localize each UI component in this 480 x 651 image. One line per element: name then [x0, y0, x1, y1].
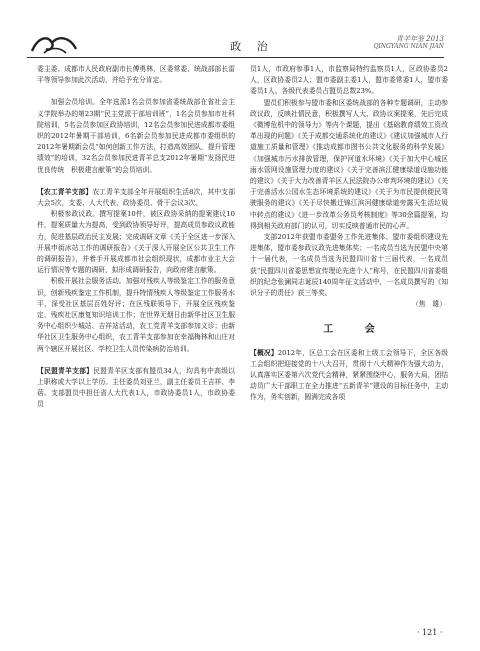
entry-text: 2012年，区总工会在区委和上级工会领导下，全区各级工会组织把迎接党的十八大召开，贯彻十八大精神作为强大动力，认真落实区委第六次党代会精神，紧紧围绕中心，服务大局，团结动员广大干部职工在全力推进“五新青羊”建设的目标任务中，主动作为，务实创新，圆满完成各项 [250, 348, 449, 402]
yearbook-logo-icon [30, 33, 78, 55]
yearbook-brand [374, 36, 444, 50]
section-heading: 工 会 [323, 324, 389, 336]
paragraph [37, 187, 235, 209]
right-column [250, 64, 448, 404]
left-column [37, 64, 235, 411]
paragraph [37, 366, 235, 411]
paragraph [250, 348, 448, 404]
entry-tag: 【概况】 [250, 348, 278, 357]
page-header [0, 0, 480, 58]
paragraph: 员1人，市政府参事1人，市监察局特约监察员1人，区政协委员2人，区政协委员2人；盟市委副主委1人，盟市委常委1人，盟市委委员1人。各级代表委员占盟员总数23%。 [250, 65, 448, 96]
paragraph: 积极参政议政。撰写提案10件，被区政协采纳的提案建议10件，提案质量大为提高，受到政协领导好评，提高成员参政议政能力，促进基层政治民主发展；完成调研文章《关于全区进一步深入开展申街冰站工作的调研报告》《关于深入开展全区公共卫生工作的调研报告》，并着手开展成都市社会组织现状，成都市业主大会运行情况等专题的调研，拟形成调研报告，向政府建言献策。 [37, 210, 235, 275]
section-title: 政 治 [230, 40, 274, 53]
brand-line-2: QINGYANG NIAN JIAN [373, 43, 444, 50]
page-number: · 121 · [417, 628, 443, 637]
entry-text: 民盟青羊区支部有盟员34人，均具有中高级以上职称或大学以上学历。主任委员刘亚兰，副主任委员王吉祥、李蓓。支部盟员中担任省人大代表1人，市政协委员1人，市政协委员 [37, 366, 235, 409]
paragraph: 委主委、成都市人民政府副市长傅勇林，区委常委、统战部部长雷平等领导参加此次活动，并给予充分肯定。 [37, 65, 235, 85]
paragraph: 盟员们积极参与盟市委和区委统战部的各种专题调研，主动参政议政，反映社情民意，积极撰写人大、政协议案提案，先后完成《微博危机中的领导力》等内个课题，提出《基础教育绩效工资改革出现的问题》《关于成都交通系统化的建议》《建议加强城市人行道施工质量和管理》《推动成都市图书公共文化服务的科学发展》《加强城市污水排放管理，保护河道水环境》《关于加大中心城区雨水管网设施管理力度的建议》《关于完善滨江健康绿道设施功能的建议》《关于大力改善青羊区人民法院办公审判环境的建议》《关于完善活水公园水生态环境系统的建议》《关于为市民提供便民驾驶服务的建议》《关于尽快搬迁锦江滨河健康绿道旁露天生活垃圾中转点的建议》《进一步改革公务员考核制度》等30余篇提案，均得到相关政府部门的认可，切实反映普通市民的心声。 [250, 98, 448, 230]
entry-tag: 【农工青羊支部】 [37, 187, 93, 196]
author-signature: （焦 雄） [412, 300, 446, 309]
paragraph: 支部2012年获盟市委盟务工作先进集体、盟市委组织建设先进集体，盟市委参政议政先进集体奖；一名成员当选为民盟中央第十一届代表，一名成员当选为民盟四川省十三届代表，一名成员获“民盟四川省委思想宣传理论先进个人”称号，在民盟四川省委组织的纪念张澜同志诞辰140周年征文活动中，一名成员撰写的《知识分子的责任》获三等奖。 [250, 233, 448, 298]
divider [37, 355, 235, 366]
entry-tag: 【民盟青羊支部】 [37, 366, 94, 375]
divider [37, 86, 235, 97]
entry-text: 农工青羊支部全年开展组织生活8次，其中支部大会5次，支委、人大代表、政协委员、骨干会议3次。 [37, 187, 236, 208]
header-rule [27, 57, 444, 58]
paragraph: 积极开展社会服务活动。加强对残疾人等级鉴定工作的服务意识，创新残疾鉴定工作机制，提升特情残疾人等级鉴定工作服务水平，深受社区基层百姓好评；在区残联领导下，开展全区残疾鉴定、残疾社区康复知识培训工作；在世界无烟日由新华社区卫生服务中心组织少城站、吉祥站活动，农工党青羊支部参加义诊；由新华社区卫生服务中心组织，农工青羊支部参加在幸福梅林和山庄对两个辖区开展社区、学校卫生人员传染病防治培训。 [37, 277, 235, 353]
paragraph: 加强会员培训。全年选派1名会员参加省委统战部在省社会主义学院举办的第23期“民主党派干部培训班”，1名会员参加市社科院培训，5名会员参加区政协培训，12名会员参加民进成都市委组织的2012年暑期干部培训，6名新会员参加民进成都市委组织的2012年暑期新会员“如何创新工作方法，打造高效团队，提升管理绩效”的培训，32名会员参加民进青羊总支2012年暑期“发扬民进优良传统 积极建言献策”的会员培训。 [37, 98, 235, 174]
brand-line-1: 青羊年鉴 2013 [395, 35, 444, 43]
divider [37, 176, 235, 187]
